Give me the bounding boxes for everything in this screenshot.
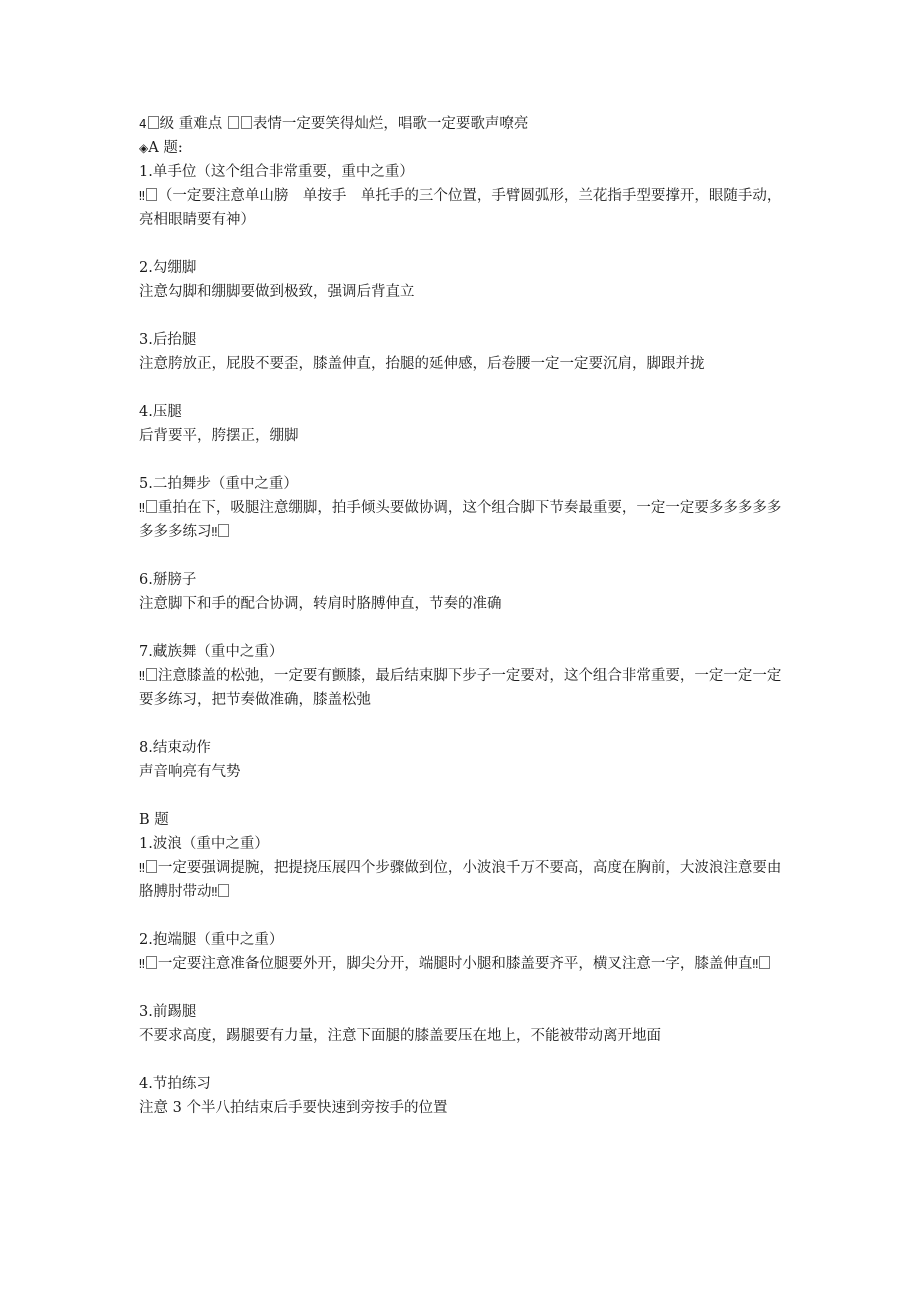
- item-heading: 6.掰膀子: [139, 572, 197, 588]
- item-note: 注意脚下和手的配合协调，转肩时胳膊伸直，节奏的准确: [139, 596, 502, 612]
- item-note: 注意胯放正，屁股不要歪，膝盖伸直，抬腿的延伸感，后卷腰一定一定要沉肩，脚跟并拢: [139, 356, 705, 372]
- missing-glyph-icon: [148, 116, 159, 129]
- item-note: 声音响亮有气势: [139, 764, 241, 780]
- item-heading: 3.前踢腿: [139, 1004, 197, 1020]
- missing-glyph-icon: [146, 956, 157, 969]
- missing-glyph-icon: [241, 116, 252, 129]
- item-heading: 3.后抬腿: [139, 332, 197, 348]
- diamond-icon: ◈: [139, 141, 149, 155]
- double-bang-icon: ‼: [139, 189, 145, 203]
- document-page: [139, 112, 784, 1120]
- missing-glyph-icon: [218, 884, 229, 897]
- item-note: 不要求高度，踢腿要有力量，注意下面腿的膝盖要压在地上，不能被带动离开地面: [139, 1028, 661, 1044]
- item-heading: 8.结束动作: [139, 740, 211, 756]
- item-note: 后背要平，胯摆正，绷脚: [139, 428, 299, 444]
- item-heading: 5.二拍舞步（重中之重）: [139, 476, 298, 492]
- section-a-title: ◈A 题:: [139, 136, 784, 160]
- double-bang-icon: ‼: [139, 501, 145, 515]
- missing-glyph-icon: [146, 500, 157, 513]
- item-note: ‼ 注意膝盖的松弛，一定要有颤膝，最后结束脚下步子一定要对，这个组合非常重要，一定一定一定要多练习，把节奏做准确，膝盖松弛: [139, 664, 784, 712]
- item-note: ‼ 一定要注意准备位腿要外开，脚尖分开，端腿时小腿和膝盖要齐平，横叉注意一字，膝盖伸直‼: [139, 952, 784, 976]
- double-bang-icon: ‼: [211, 525, 218, 539]
- double-bang-icon: ‼: [139, 957, 145, 971]
- item-heading: 2.抱端腿（重中之重）: [139, 932, 284, 948]
- missing-glyph-icon: [146, 188, 157, 201]
- level-number-glyph: 4: [139, 117, 147, 131]
- section-b-title: B 题: [139, 812, 169, 828]
- missing-glyph-icon: [228, 116, 239, 129]
- missing-glyph-icon: [146, 860, 157, 873]
- item-note: 注意勾脚和绷脚要做到极致，强调后背直立: [139, 284, 415, 300]
- item-note: ‼ 一定要强调提腕，把提挠压展四个步骤做到位，小波浪千万不要高，高度在胸前，大波浪注意要由胳膊肘带动‼: [139, 856, 784, 904]
- item-heading: 1.波浪（重中之重）: [139, 836, 269, 852]
- missing-glyph-icon: [146, 668, 157, 681]
- item-heading: 4.压腿: [139, 404, 182, 420]
- item-heading: 4.节拍练习: [139, 1076, 211, 1092]
- missing-glyph-icon: [759, 956, 770, 969]
- level-line: [139, 112, 784, 136]
- item-heading: 7.藏族舞（重中之重）: [139, 644, 284, 660]
- double-bang-icon: ‼: [139, 861, 145, 875]
- missing-glyph-icon: [218, 524, 229, 537]
- item-heading: 1.单手位（这个组合非常重要，重中之重）: [139, 164, 414, 180]
- item-note: ‼ 重拍在下，吸腿注意绷脚，拍手倾头要做协调，这个组合脚下节奏最重要，一定一定要多多多多多多多多练习‼: [139, 496, 784, 544]
- double-bang-icon: ‼: [211, 885, 218, 899]
- item-heading: 2.勾绷脚: [139, 260, 197, 276]
- level-rest: 表情一定要笑得灿烂，唱歌一定要歌声嘹亮: [252, 116, 529, 132]
- level-text: 级 重难点: [159, 116, 227, 132]
- double-bang-icon: ‼: [752, 957, 759, 971]
- double-bang-icon: ‼: [139, 669, 145, 683]
- item-note: 注意 3 个半八拍结束后手要快速到旁按手的位置: [139, 1100, 448, 1116]
- item-note: ‼ （一定要注意单山膀 单按手 单托手的三个位置，手臂圆弧形，兰花指手型要撑开，眼随手动，亮相眼睛要有神）: [139, 184, 784, 232]
